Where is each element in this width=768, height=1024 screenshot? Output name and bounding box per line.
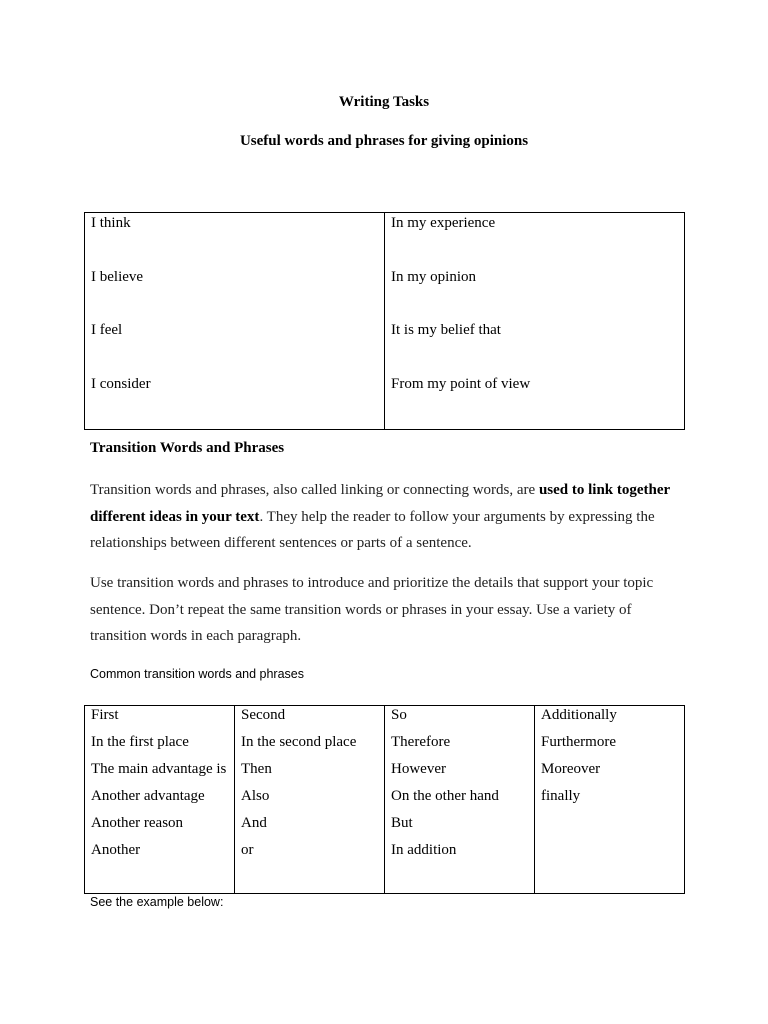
paragraph-text: . They help the reader to follow your arguments by expressing the relationships between different sentences or parts of a sentence. bbox=[90, 508, 655, 552]
phrase: I consider bbox=[91, 375, 151, 392]
phrase: I believe bbox=[91, 268, 144, 285]
intro-paragraph bbox=[90, 477, 690, 557]
phrase: Also bbox=[241, 788, 270, 804]
section-heading: Transition Words and Phrases bbox=[90, 440, 285, 456]
table-column bbox=[385, 213, 685, 430]
phrase: First bbox=[91, 707, 119, 723]
phrase: In my opinion bbox=[391, 268, 476, 285]
phrase: In the first place bbox=[91, 734, 189, 750]
phrase: Additionally bbox=[541, 707, 617, 723]
phrase: But bbox=[391, 815, 413, 831]
phrase: Another reason bbox=[91, 815, 184, 831]
document-subtitle: Useful words and phrases for giving opinions bbox=[239, 133, 529, 149]
phrase: So bbox=[391, 707, 407, 723]
phrase: However bbox=[391, 761, 446, 777]
paragraph-text: Transition words and phrases, also called linking or connecting words, are bbox=[90, 482, 539, 498]
phrase: Therefore bbox=[391, 734, 451, 750]
table-column bbox=[535, 706, 685, 894]
table-caption: Common transition words and phrases bbox=[90, 667, 304, 681]
emphasis-text: used to link together different ideas in your text bbox=[90, 482, 670, 525]
table-column bbox=[85, 706, 235, 894]
phrase: finally bbox=[541, 788, 581, 804]
table-row bbox=[85, 213, 685, 430]
phrase: I feel bbox=[91, 322, 123, 338]
phrase: And bbox=[241, 815, 267, 831]
phrase: The main advantage is bbox=[91, 761, 227, 777]
phrase: It is my belief that bbox=[391, 322, 501, 338]
phrase: Another advantage bbox=[91, 788, 205, 804]
table-column bbox=[385, 706, 535, 894]
document-title: Writing Tasks bbox=[338, 94, 430, 110]
opinion-phrases-table bbox=[84, 212, 685, 430]
phrase: Then bbox=[241, 761, 272, 777]
phrase: From my point of view bbox=[391, 375, 531, 392]
phrase: In the second place bbox=[241, 734, 357, 750]
table-column bbox=[85, 213, 385, 430]
table-column bbox=[235, 706, 385, 894]
phrase: In my experience bbox=[391, 215, 496, 231]
phrase: Furthermore bbox=[541, 734, 616, 750]
phrase: Second bbox=[241, 707, 286, 723]
see-example-note: See the example below: bbox=[90, 895, 224, 909]
transition-words-table bbox=[84, 705, 685, 894]
phrase: or bbox=[241, 842, 254, 858]
phrase: In addition bbox=[391, 842, 457, 858]
table-row bbox=[85, 706, 685, 894]
phrase: Moreover bbox=[541, 761, 601, 777]
usage-paragraph: Use transition words and phrases to introduce and prioritize the details that support your topic sentence. Don’t repeat the same transition words or phrases in your essay. Use a variety of transition words in each paragraph. bbox=[90, 575, 654, 645]
phrase: On the other hand bbox=[391, 788, 499, 804]
phrase: Another bbox=[91, 842, 141, 858]
phrase: I think bbox=[91, 215, 131, 231]
